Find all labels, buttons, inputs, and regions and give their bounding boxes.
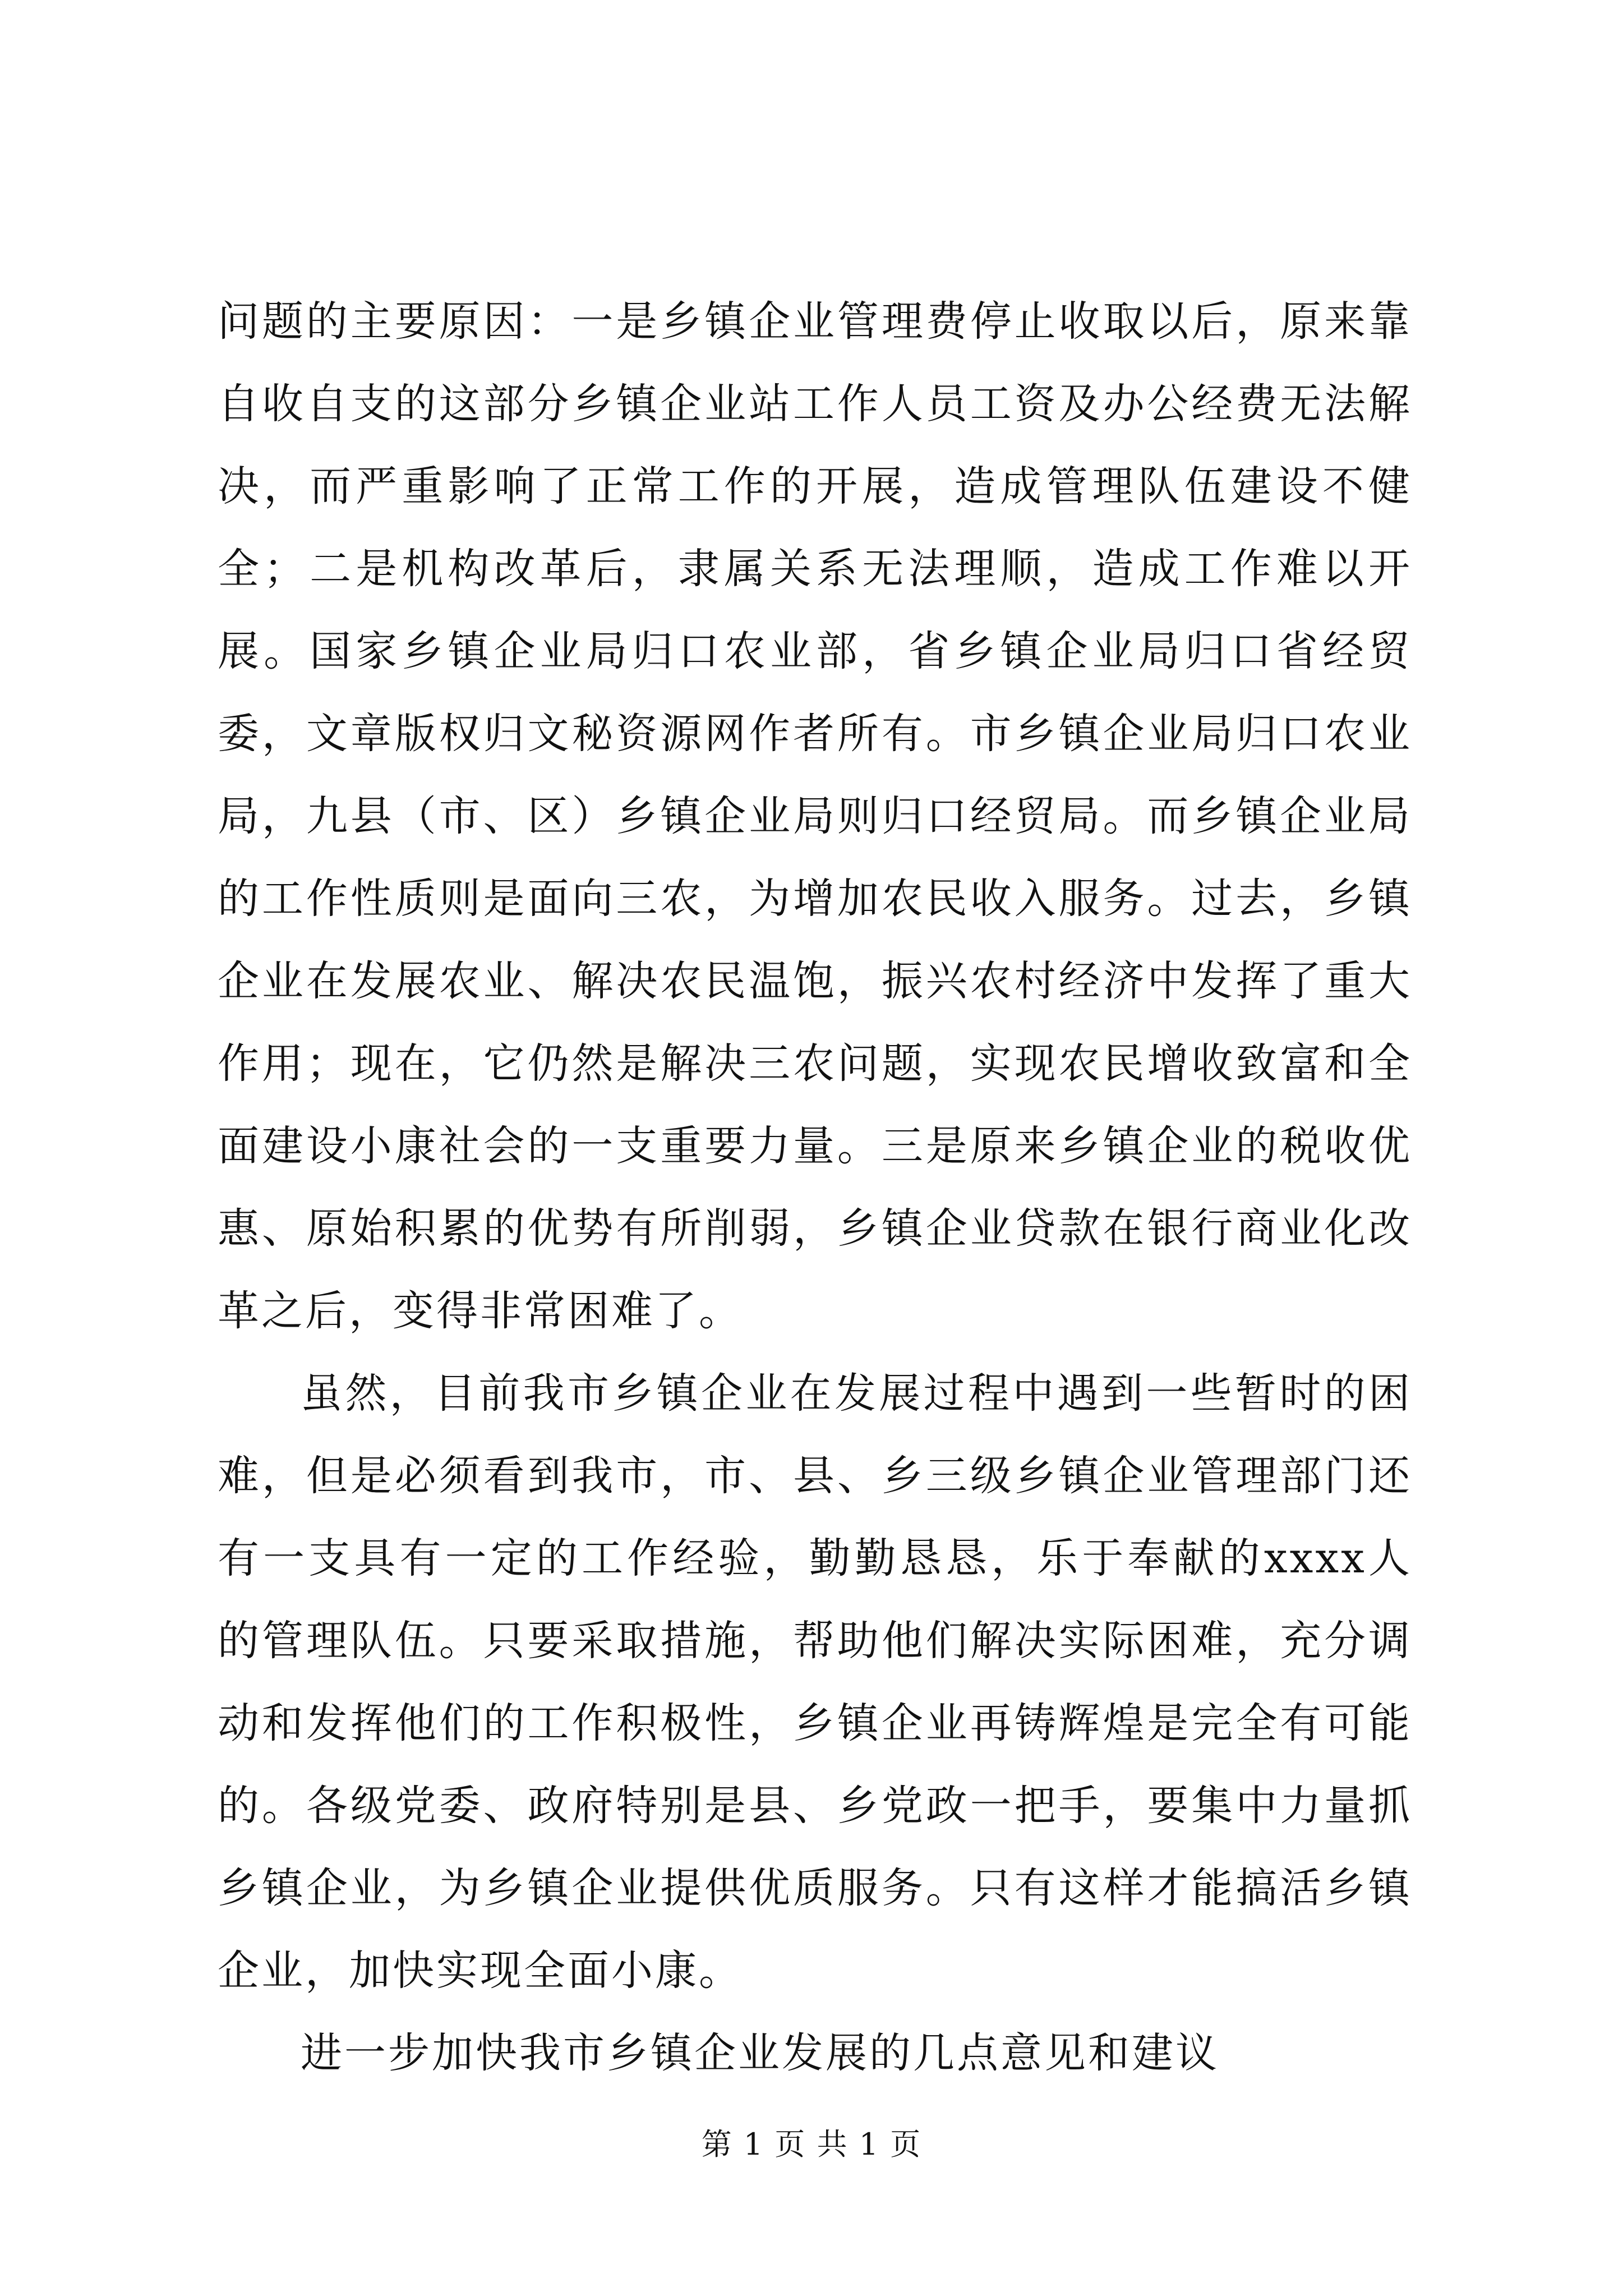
document-body	[218, 280, 1412, 2095]
page-footer: 第 1 页 共 1 页	[701, 2127, 922, 2162]
paragraph-outlook: 虽然，目前我市乡镇企业在发展过程中遇到一些暂时的困难，但是必须看到我市，市、县、乡三级乡镇企业管理部门还有一支具有一定的工作经验，勤勤恳恳，乐于奉献的xxxx人的管理队伍。只要采取措施，帮助他们解决实际困难，充分调动和发挥他们的工作积极性，乡镇企业再铸辉煌是完全有可能的。各级党委、政府特别是县、乡党政一把手，要集中力量抓乡镇企业，为乡镇企业提供优质服务。只有这样才能搞活乡镇企业，加快实现全面小康。	[218, 1369, 1412, 1995]
paragraph-reasons: 问题的主要原因：一是乡镇企业管理费停止收取以后，原来靠自收自支的这部分乡镇企业站工作人员工资及办公经费无法解决，而严重影响了正常工作的开展，造成管理队伍建设不健全；二是机构改革后，隶属关系无法理顺，造成工作难以开展。国家乡镇企业局归口农业部，省乡镇企业局归口省经贸委，文章版权归文秘资源网作者所有。市乡镇企业局归口农业局，九县（市、区）乡镇企业局则归口经贸局。而乡镇企业局的工作性质则是面向三农，为增加农民收入服务。过去，乡镇企业在发展农业、解决农民温饱，振兴农村经济中发挥了重大作用；现在，它仍然是解决三农问题，实现农民增收致富和全面建设小康社会的一支重要力量。三是原来乡镇企业的税收优惠、原始积累的优势有所削弱，乡镇企业贷款在银行商业化改革之后，变得非常困难了。	[218, 297, 1412, 1335]
section-heading: 进一步加快我市乡镇企业发展的几点意见和建议	[301, 2029, 1219, 2077]
